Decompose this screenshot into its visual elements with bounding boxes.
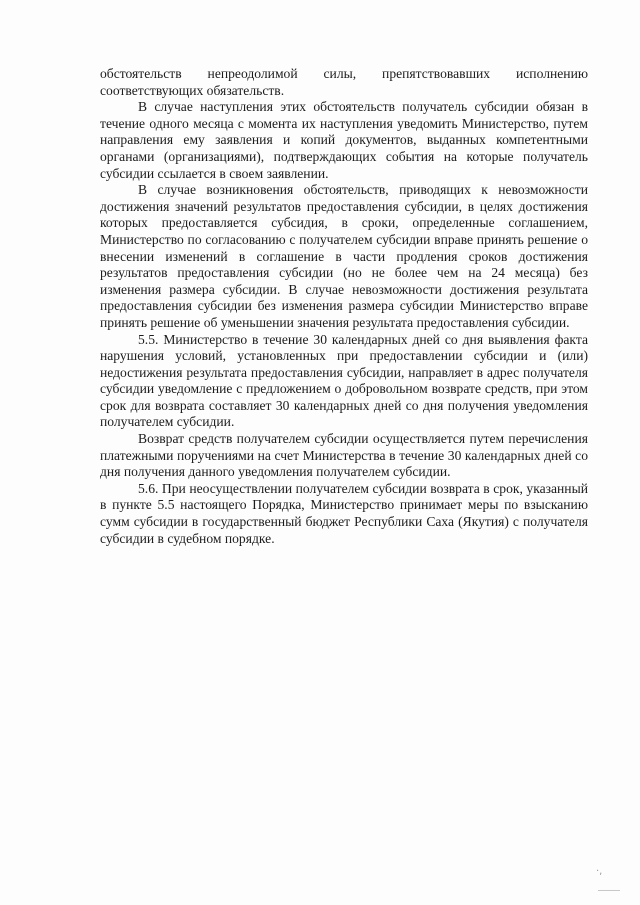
- paragraph-notification: В случае наступления этих обстоятельств получатель субсидии обязан в течение одного месяца с момента их наступления уведомить Министерство, путем направления ему заявления и копий документов, выданных компетентными органами (организациями), подтверждающих события на которые получатель субсидии ссылается в своем заявлении.: [100, 99, 588, 181]
- paragraph-refund: Возврат средств получателем субсидии осуществляется путем перечисления платежными поручениями на счет Министерства в течение 30 календарных дней со дня получения данного уведомления получателем субсидии.: [100, 431, 588, 480]
- document-body: [100, 66, 588, 547]
- paragraph-5-5: 5.5. Министерство в течение 30 календарных дней со дня выявления факта нарушения условий, установленных при предоставлении субсидии и (или) недостижения результата предоставления субсидии, направляет в адрес получателя субсидии уведомление с предложением о добровольном возврате средств, при этом срок для возврата составляет 30 календарных дней со дня получения уведомления получателем субсидии.: [100, 331, 588, 430]
- corner-mark: ·,: [596, 866, 603, 877]
- corner-rule: [598, 890, 620, 891]
- paragraph-continuation: обстоятельств непреодолимой силы, препятствовавших исполнению соответствующих обязательств.: [100, 66, 588, 98]
- paragraph-5-6: 5.6. При неосуществлении получателем субсидии возврата в срок, указанный в пункте 5.5 настоящего Порядка, Министерство принимает меры по взысканию сумм субсидии в государственный бюджет Республики Саха (Якутия) с получателя субсидии в судебном порядке.: [100, 480, 588, 546]
- paragraph-impossibility: В случае возникновения обстоятельств, приводящих к невозможности достижения значений результатов предоставления субсидии, в целях достижения которых предоставляется субсидия, в сроки, определенные соглашением, Министерство по согласованию с получателем субсидии вправе принять решение о внесении изменений в соглашение в части продления сроков достижения результатов предоставления субсидии (но не более чем на 24 месяца) без изменения размера субсидии. В случае невозможности достижения результата предоставления субсидии без изменения размера субсидии Министерство вправе принять решение об уменьшении значения результата предоставления субсидии.: [100, 182, 588, 330]
